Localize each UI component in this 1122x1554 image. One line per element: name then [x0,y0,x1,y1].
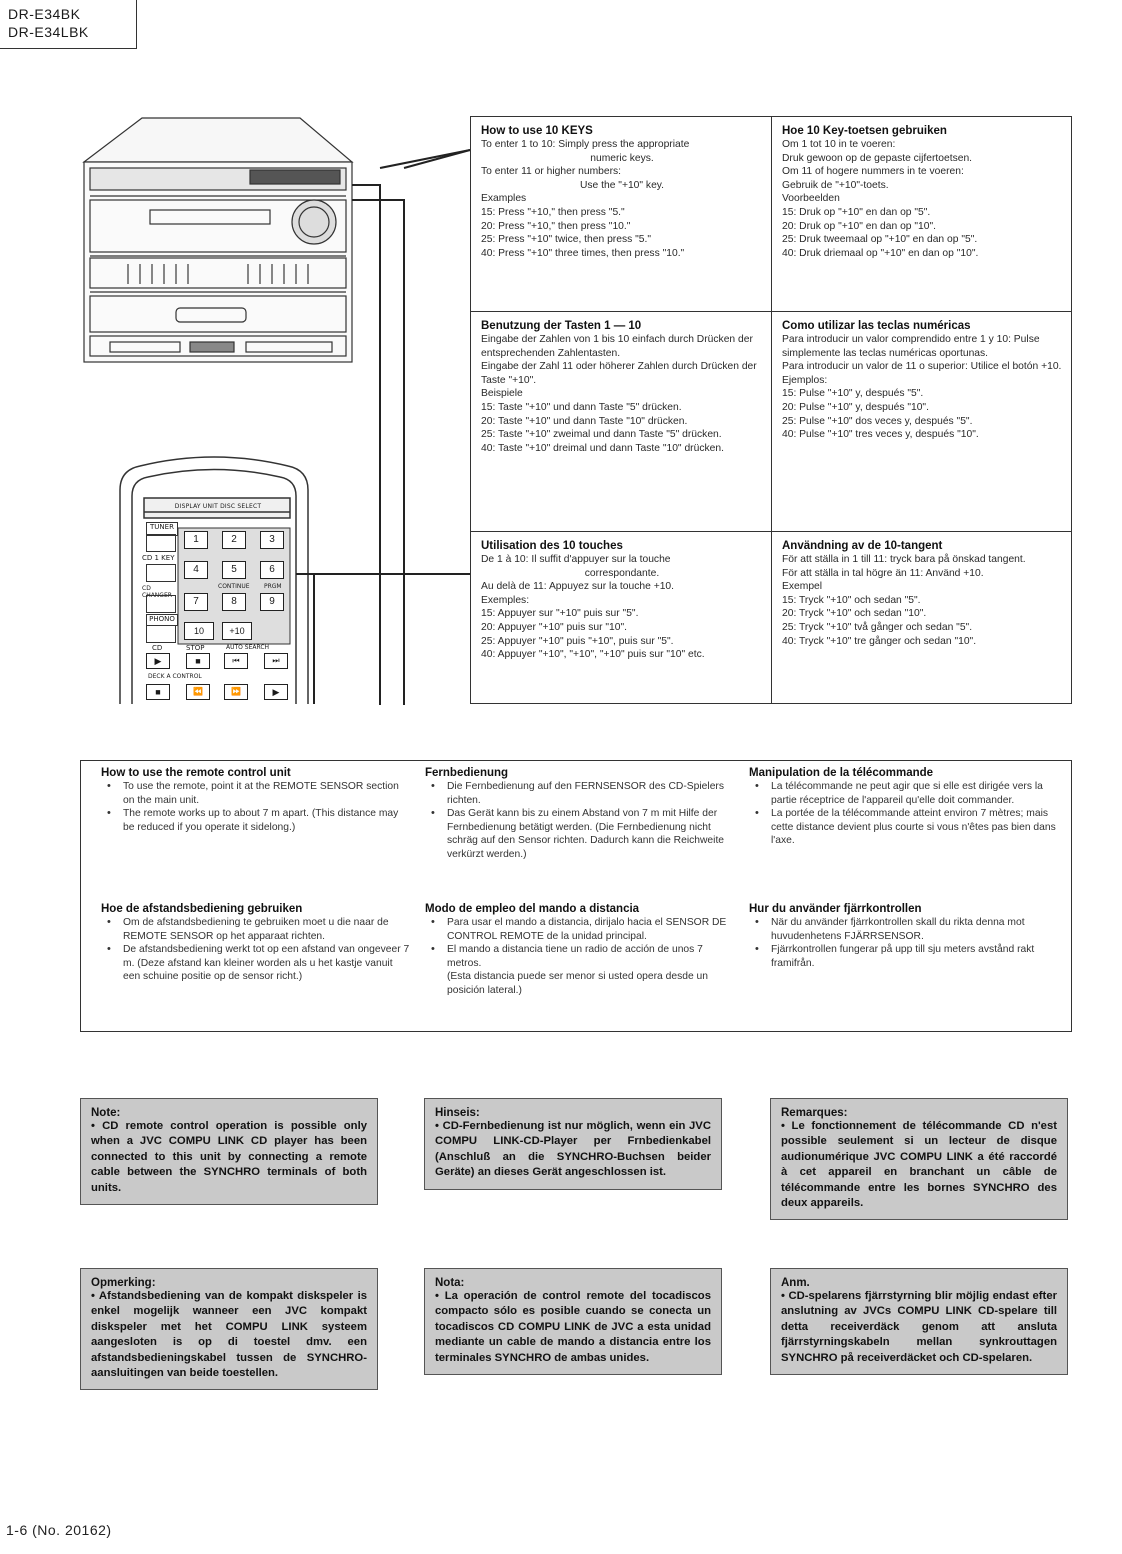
keys-cell-spanish [771,311,1071,531]
note-title-nl: Opmerking: [91,1277,156,1289]
phono-button[interactable] [146,625,176,643]
list-item: • Om de afstandsbediening te gebruiken moet u die naar de REMOTE SENSOR op het apparaat richten. [123,916,411,943]
keys-examples-title-es: Ejemplos: [782,374,828,386]
key-plus10[interactable]: +10 [222,622,252,640]
keys-title-fr: Utilisation des 10 touches [481,540,623,552]
keys-text-nl: Om 1 tot 10 in te voeren: [782,139,896,150]
note-title-fr: Remarques: [781,1107,848,1119]
keys-example-es: 15: Pulse "+10" y, después "5". [782,388,924,400]
note-box-es [424,1268,722,1375]
note-title-en: Note: [91,1107,121,1119]
keys-example-en: 20: Press "+10," then press "10." [481,220,631,232]
page-number: 1-6 (No. 20162) [6,1522,112,1538]
cd-changer-label: CD CHANGER [142,585,172,599]
key-1[interactable]: 1 [184,531,208,549]
list-item: • Para usar el mando a distancia, dirijalo hacia el SENSOR DE CONTROL REMOTE de la unidad principal. [447,916,735,943]
note-title-es: Nota: [435,1277,465,1289]
stop-icon: ■ [155,687,161,697]
note-text-fr: • Le fonctionnement de télécommande CD n'est possible seulement si un lecteur de disque audionumérique JVC COMPU LINK a été raccordé à cet appareil en branchant un câble de télécommande entre les bornes SYNCHRO des deux appareils. [781,1120,1057,1210]
rewind-icon: ⏪ [193,687,203,696]
keys-text-en: To enter 11 or higher numbers: [481,166,622,178]
list-item: • To use the remote, point it at the REMOTE SENSOR section on the main unit. [123,780,411,807]
remote-usage-nl [101,903,411,984]
remote-usage-es [425,903,735,998]
key-4[interactable]: 4 [184,561,208,579]
keys-example-de: 40: Taste "+10" dreimal und dann Taste "10" drücken. [481,442,724,454]
fast-forward-icon: ⏩ [231,687,241,696]
cd-play-button[interactable] [146,653,170,669]
note-box-fr [770,1098,1068,1220]
key-6[interactable]: 6 [260,561,284,579]
keys-examples-title-sv: Exempel [782,581,823,593]
note-text-es: • La operación de control remote del tocadiscos compacto sólo es posible cuando se conecta un tocadiscos CD COMPU LINK de JVC a esta unidad mediante un cable de mando a distancia entre los terminales SYNCHRO de ambas unides. [435,1290,711,1364]
note-text-nl: • Afstandsbediening van de kompakt diskspeler is enkel mogelijk wanneer een JVC kompakt diskspeler met het COMPU LINK systeem aangesloten is op di toestel dmv. een afstandsbedieningskabel tussen de SYNCHRO-aansluitingen van beide toestellen. [91,1290,367,1380]
note-box-de [424,1098,722,1190]
remote-control-usage-section [80,760,1072,1032]
list-item: • El mando a distancia tiene un radio de acción de unos 7 metros. [447,943,735,970]
remote-usage-title-de: Fernbedienung [425,767,509,779]
remote-usage-title-nl: Hoe de afstandsbediening gebruiken [101,903,303,915]
keys-text-fr: correspondante. [584,567,660,579]
play-icon: ▶ [272,687,280,697]
keys-text-nl: Druk gewoon op de gepaste cijfertoetsen. [782,152,973,164]
deck-play-button[interactable] [264,684,288,700]
stop-icon: ■ [195,656,201,666]
keys-example-de: 25: Taste "+10" zweimal und dann Taste "5" drücken. [481,429,722,441]
search-forward-button[interactable] [264,653,288,669]
remote-usage-en [101,767,411,834]
note-title-de: Hinseis: [435,1107,480,1119]
keys-text-fr: De 1 à 10: Il suffit d'appuyer sur la touche [481,554,671,565]
cd-changer-button[interactable] [146,595,176,613]
keys-text-nl: Om 11 of hogere nummers in te voeren: [782,166,964,178]
remote-usage-title-en: How to use the remote control unit [101,767,291,779]
list-item: • Die Fernbedienung auf den FERNSENSOR des CD-Spielers richten. [447,780,735,807]
note-text-sv: • CD-spelarens fjärrstyrning blir möjlig endast efter anslutning av JVCs COMPU LINK CD-spelare till detta receiverdäck genom att ansluta fjärrstyrningskabeln mellan synkrouttagen SYNCHRO på receiverdäcket och CD-spelaren. [781,1290,1057,1364]
keys-example-sv: 15: Tryck "+10" och sedan "5". [782,594,921,606]
stop-button[interactable] [186,653,210,669]
cd-label: CD [152,644,163,652]
keys-text-en: Use the "+10" key. [579,179,665,191]
keys-example-en: 40: Press "+10" three times, then press "10." [481,247,685,259]
remote-usage-note-es: (Esta distancia puede ser menor si usted opera desde un posición lateral.) [447,971,709,996]
keys-text-de: Eingabe der Zahl 11 oder höherer Zahlen durch Drücken der Taste "+10". [481,361,757,386]
keys-example-es: 40: Pulse "+10" tres veces y, después "10". [782,429,979,441]
remote-top-label: DISPLAY UNIT DISC SELECT [174,503,262,510]
keys-example-nl: 20: Druk op "+10" en dan op "10". [782,220,937,232]
note-box-en [80,1098,378,1205]
keys-example-fr: 25: Appuyer "+10" puis "+10", puis sur "5". [481,635,674,647]
tuner-button[interactable] [146,534,176,552]
remote-usage-sv [749,903,1059,970]
skip-back-icon: ⏮ [232,656,240,665]
keys-text-de: Eingabe der Zahlen von 1 bis 10 einfach durch Drücken der entsprechenden Zahlentasten. [481,334,753,359]
ten-keys-instruction-table [470,116,1072,704]
keys-example-es: 25: Pulse "+10" dos veces y, después "5". [782,415,973,427]
list-item: • Das Gerät kann bis zu einem Abstand von 7 m mit Hilfe der Fernbedienung betätigt werden. (Die Fernbedienung nicht schräg auf den Sensor richten. Dadurch kann die Reichweite verkürzt werden.) [447,807,735,861]
keys-title-en: How to use 10 KEYS [481,125,593,137]
cd-1key-button[interactable] [146,564,176,582]
deck-stop-button[interactable] [146,684,170,700]
tuner-button-label: TUNER [146,522,178,536]
note-text-en: • CD remote control operation is possible only when a JVC COMPU LINK CD player has been connected to this unit by connecting a remote cable between the SYNCHRO terminals of both units. [91,1120,367,1194]
stop-label: STOP [186,644,205,652]
key-7[interactable]: 7 [184,593,208,611]
keys-example-en: 15: Press "+10," then press "5." [481,206,625,218]
keys-cell-swedish [771,531,1071,703]
keys-title-de: Benutzung der Tasten 1 — 10 [481,320,642,332]
keys-title-es: Como utilizar las teclas numéricas [782,320,971,332]
keys-cell-german [471,311,771,531]
play-icon: ▶ [154,656,162,666]
keys-examples-title-fr: Exemples: [481,594,530,606]
note-box-nl [80,1268,378,1390]
remote-usage-de [425,767,735,862]
keys-text-en: numeric keys. [590,152,654,164]
list-item: • The remote works up to about 7 m apart. (This distance may be reduced if you operate it sidelong.) [123,807,411,834]
model-number-2: DR-E34LBK [8,24,89,40]
keys-cell-french [471,531,771,703]
keys-title-sv: Användning av de 10-tangent [782,540,943,552]
skip-forward-icon: ⏭ [272,656,280,665]
continue-label: CONTINUE [218,583,250,590]
key-2[interactable]: 2 [222,531,246,549]
keys-examples-title-de: Beispiele [481,388,523,400]
keys-example-sv: 20: Tryck "+10" och sedan "10". [782,608,927,620]
keys-example-sv: 40: Tryck "+10" tre gånger och sedan "10". [782,635,977,647]
remote-usage-title-sv: Hur du använder fjärrkontrollen [749,903,922,915]
note-title-sv: Anm. [781,1277,810,1289]
keys-example-nl: 15: Druk op "+10" en dan op "5". [782,206,931,218]
keys-example-fr: 20: Appuyer "+10" puis sur "10". [481,621,627,633]
remote-usage-fr [749,767,1059,848]
keys-examples-title-nl: Voorbeelden [782,193,840,205]
key-5[interactable]: 5 [222,561,246,579]
list-item: • La télécommande ne peut agir que si elle est dirigée vers la partie réceptrice de l'appareil qu'elle doit commander. [771,780,1059,807]
keys-example-nl: 40: Druk driemaal op "+10" en dan op "10". [782,247,979,259]
cd-1key-label: CD 1 KEY [142,554,175,562]
prgm-label: PRGM [264,583,282,590]
note-box-sv [770,1268,1068,1375]
deck-a-control-label: DECK A CONTROL [148,673,202,680]
keys-example-nl: 25: Druk tweemaal op "+10" en dan op "5". [782,234,978,246]
keys-text-sv: För att ställa in tal högre än 11: Använd +10. [782,567,984,579]
keys-example-en: 25: Press "+10" twice, then press "5." [481,234,652,246]
key-9[interactable]: 9 [260,593,284,611]
keys-text-fr: Au delà de 11: Appuyez sur la touche +10. [481,581,675,593]
keys-example-sv: 25: Tryck "+10" två gånger och sedan "5". [782,621,973,633]
keys-text-es: Para introducir un valor de 11 o superior: Utilice el botón +10. [782,361,1062,373]
fast-forward-button[interactable] [224,684,248,700]
keys-text-nl: Gebruik de "+10"-toets. [782,179,889,191]
key-3[interactable]: 3 [260,531,284,549]
keys-cell-english [471,117,771,311]
note-text-de: • CD-Fernbedienung ist nur möglich, wenn ein JVC COMPU LINK-CD-Player per Frnbedienkabel (Anschluß an die SYNCHRO-Buchsen beider Geräte) an dieses Gerät angeschlossen ist. [435,1120,711,1179]
remote-usage-title-fr: Manipulation de la télécommande [749,767,934,779]
list-item: • La portée de la télécommande atteint environ 7 mètres; mais cette distance devient plus courte si vous n'êtes pas bien dans l'axe. [771,807,1059,848]
keys-text-en: To enter 1 to 10: Simply press the appropriate [481,139,690,150]
search-back-button[interactable] [224,653,248,669]
remote-usage-title-es: Modo de empleo del mando a distancia [425,903,640,915]
keys-example-fr: 40: Appuyer "+10", "+10", "+10" puis sur "10" etc. [481,649,705,661]
keys-title-nl: Hoe 10 Key-toetsen gebruiken [782,125,947,137]
keys-example-de: 20: Taste "+10" und dann Taste "10" drücken. [481,415,688,427]
phono-label: PHONO [146,614,178,626]
keys-cell-dutch [771,117,1071,311]
key-8[interactable]: 8 [222,593,246,611]
list-item: • De afstandsbediening werkt tot op een afstand van ongeveer 7 m. (Deze afstand kan kleiner worden als u het kastje vanuit een schuine positie op de sensor richt.) [123,943,411,984]
keys-example-es: 20: Pulse "+10" y, después "10". [782,401,929,413]
auto-search-label: AUTO SEARCH [226,644,270,651]
main-unit-drawing [84,118,352,362]
list-item: • Fjärrkontrollen fungerar på upp till sju meters avstånd rakt framifrån. [771,943,1059,970]
keys-text-es: Para introducir un valor comprendido entre 1 y 10: Pulse simplemente las teclas numéricas oportunas. [782,334,1040,359]
keys-text-sv: För att ställa in 1 till 11: tryck bara på önskad tangent. [782,554,1026,565]
key-10[interactable]: 10 [184,622,214,640]
model-number-1: DR-E34BK [8,6,81,22]
rewind-button[interactable] [186,684,210,700]
keys-example-fr: 15: Appuyer sur "+10" puis sur "5". [481,608,639,620]
list-item: • När du använder fjärrkontrollen skall du rikta denna mot huvudenhetens FJÄRRSENSOR. [771,916,1059,943]
keys-example-de: 15: Taste "+10" und dann Taste "5" drücken. [481,401,682,413]
keys-examples-title-en: Examples [481,193,527,205]
